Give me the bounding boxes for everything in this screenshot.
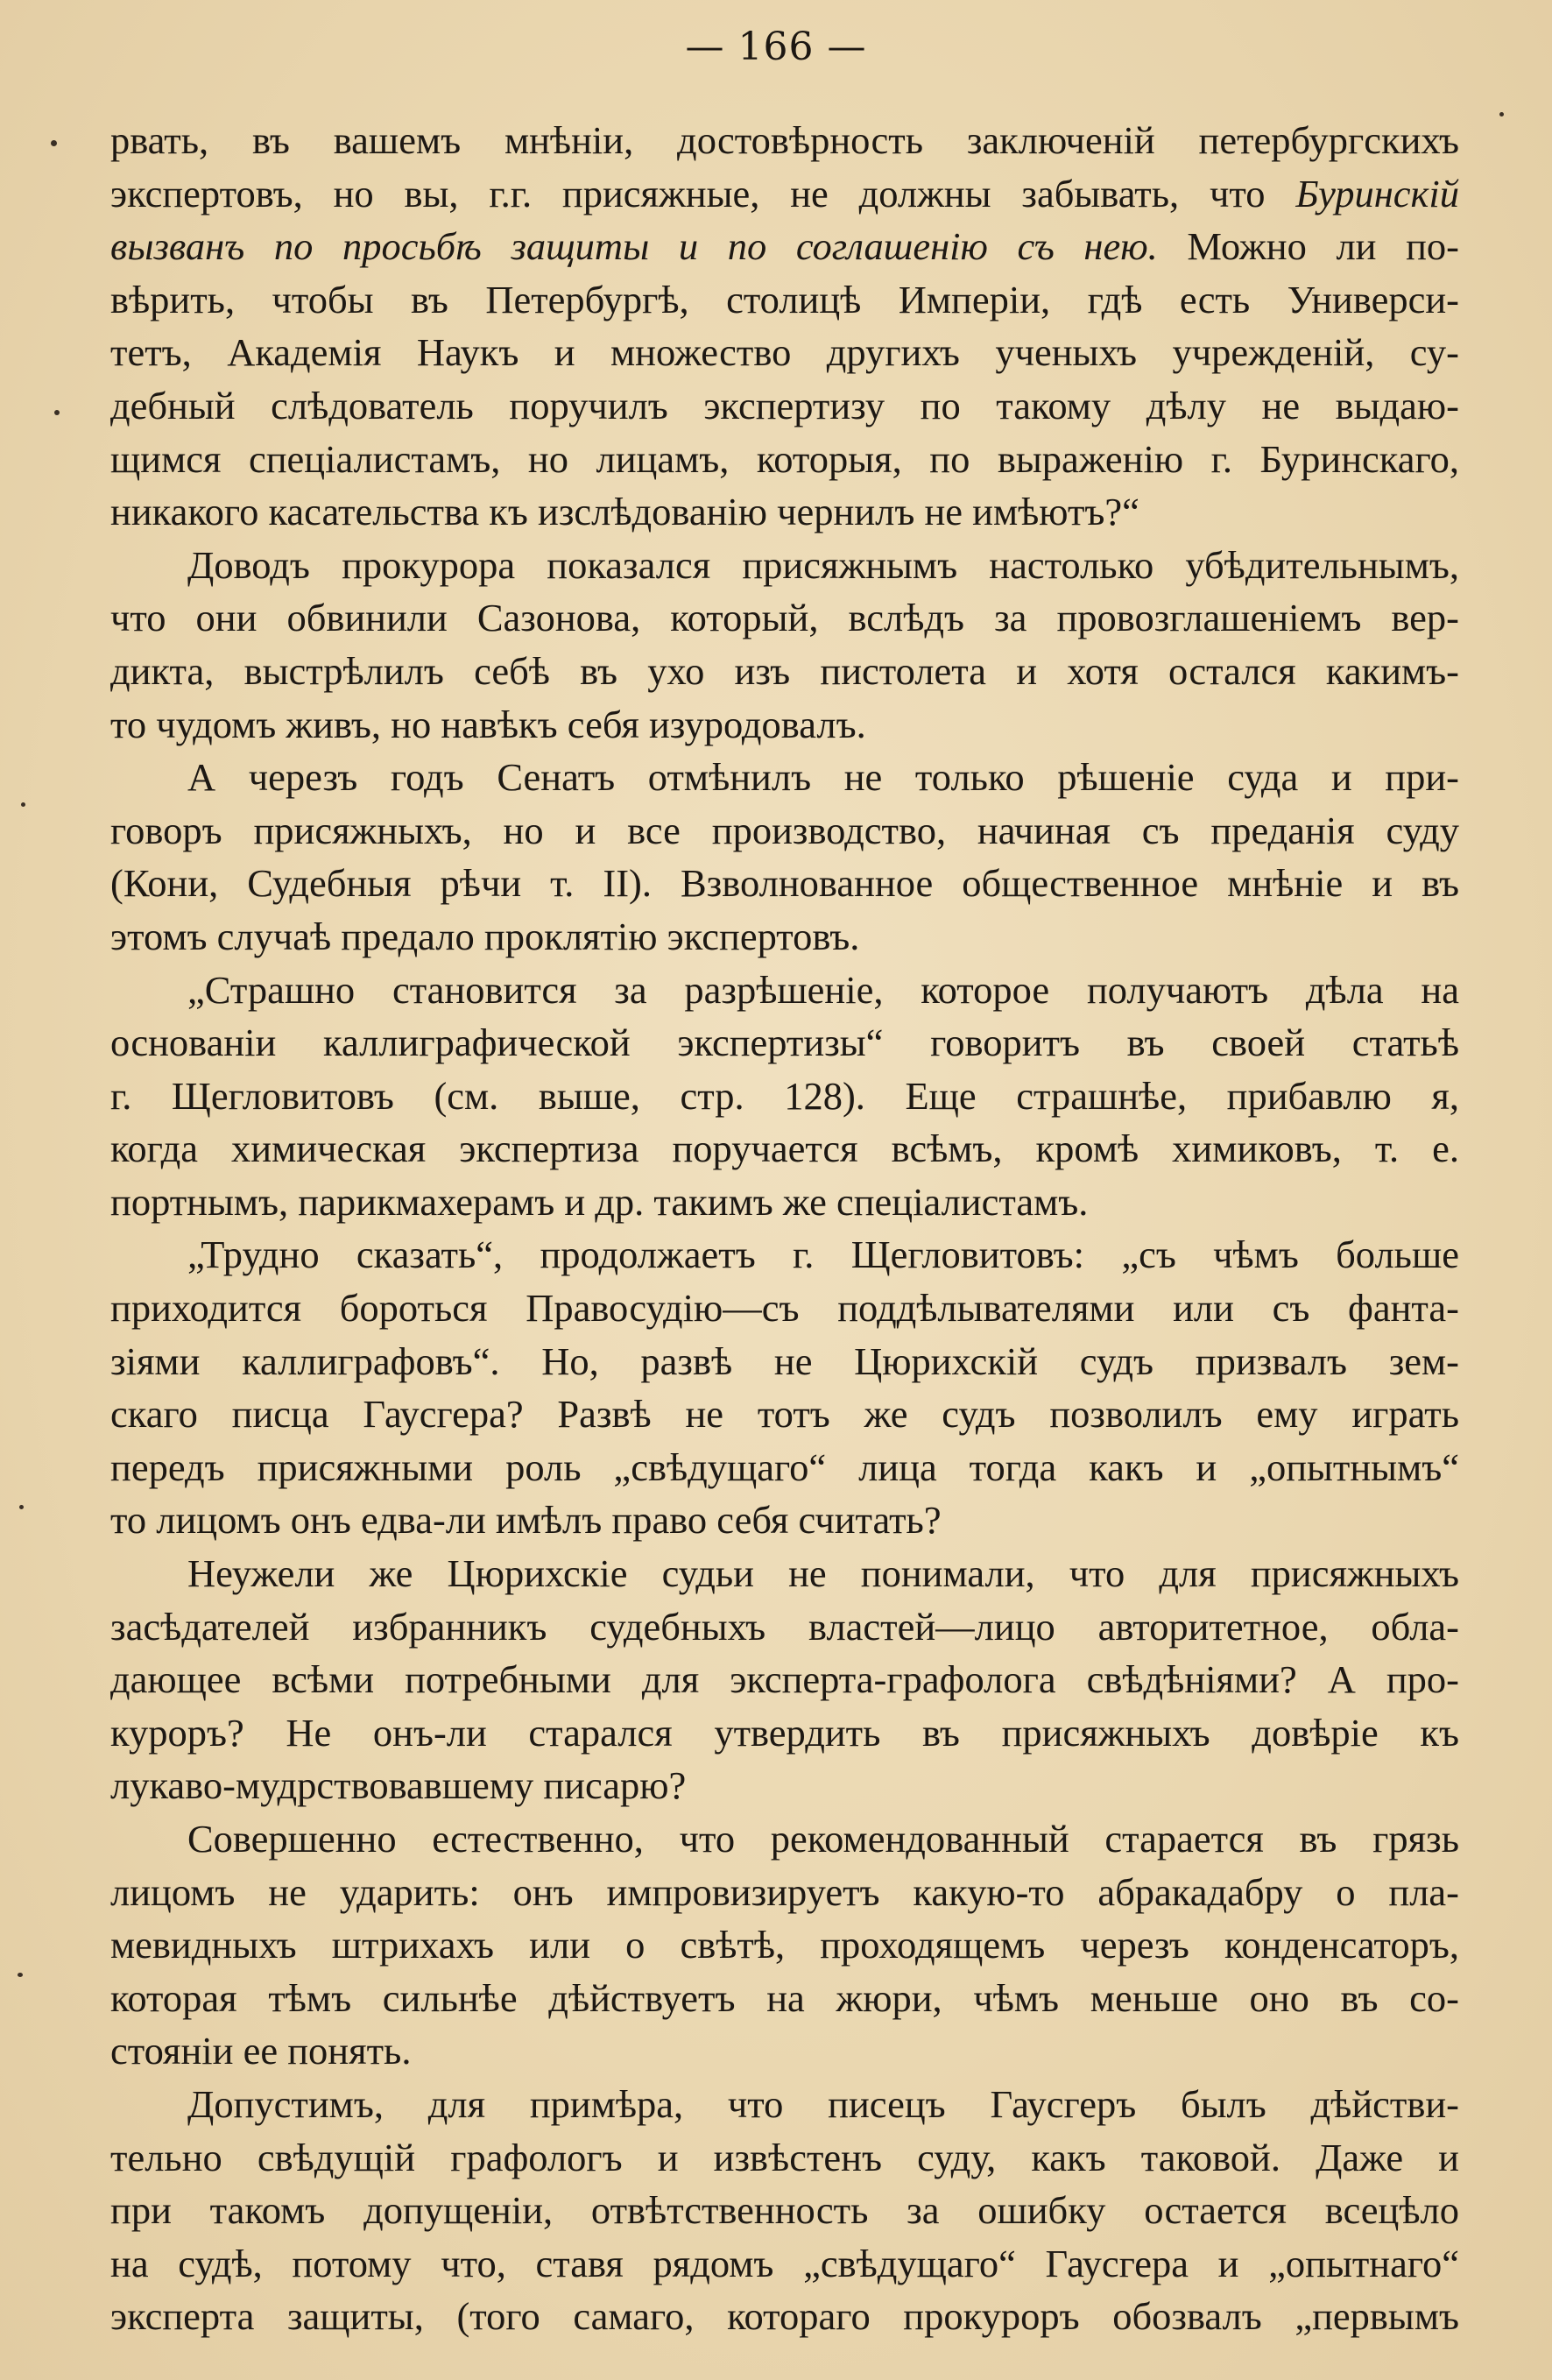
text-line bbox=[110, 2024, 1459, 2078]
text-line bbox=[110, 1866, 1459, 1919]
line-text: то чудомъ живъ, но навѣкъ себя изуродовалъ. bbox=[110, 702, 866, 746]
line-text: дающее всѣми потребными для эксперта-графолога свѣдѣніями? А про- bbox=[110, 1657, 1459, 1702]
line-text: вѣрить, чтобы въ Петербургѣ, столицѣ Имперіи, гдѣ есть Универси- bbox=[110, 277, 1459, 321]
text-line bbox=[110, 539, 1459, 592]
text-line bbox=[110, 1016, 1459, 1070]
line-text: Неужели же Цюрихскіе судьи не понимали, что для присяжныхъ bbox=[187, 1551, 1459, 1596]
line-text: скаго писца Гаусгера? Развѣ не тотъ же судъ позволилъ ему играть bbox=[110, 1392, 1459, 1437]
line-text: передъ присяжными роль „свѣдущаго“ лица тогда какъ и „опытнымъ“ bbox=[110, 1444, 1459, 1489]
text-line bbox=[110, 167, 1459, 221]
print-speck bbox=[21, 802, 25, 807]
text-line bbox=[110, 804, 1459, 858]
line-text: дикта, выстрѣлилъ себѣ въ ухо изъ пистолета и хотя остался какимъ- bbox=[110, 648, 1459, 693]
text-line bbox=[110, 2131, 1459, 2185]
print-speck bbox=[54, 410, 60, 415]
line-text: портнымъ, парикмахерамъ и др. такимъ же спеціалистамъ. bbox=[110, 1179, 1089, 1224]
line-text: дебный слѣдователь поручилъ экспертизу по такому дѣлу не выдаю- bbox=[110, 383, 1459, 427]
text-line bbox=[110, 1547, 1459, 1600]
line-text: Можно ли по- bbox=[1187, 224, 1459, 269]
text-line bbox=[110, 1494, 1459, 1547]
line-text: тетъ, Академія Наукъ и множество другихъ ученыхъ учрежденій, су- bbox=[110, 330, 1459, 375]
text-line bbox=[110, 1335, 1459, 1388]
text-line bbox=[110, 910, 1459, 964]
line-text: г. Щегловитовъ (см. выше, стр. 128). Еще страшнѣе, прибавлю я, bbox=[110, 1073, 1459, 1118]
print-speck bbox=[19, 1505, 24, 1509]
line-text: которая тѣмъ сильнѣе дѣйствуетъ на жюри, чѣмъ меньше оно въ со- bbox=[110, 1975, 1459, 2020]
line-text: „Трудно сказать“, продолжаетъ г. Щегловитовъ: „съ чѣмъ больше bbox=[187, 1232, 1459, 1277]
text-line bbox=[110, 698, 1459, 752]
text-line bbox=[110, 1812, 1459, 1866]
text-line bbox=[110, 1228, 1459, 1282]
line-text: лицомъ не ударить: онъ импровизируетъ какую-то абракадабру о пла- bbox=[110, 1869, 1459, 1914]
text-line bbox=[110, 591, 1459, 645]
text-line bbox=[110, 1388, 1459, 1441]
text-line bbox=[110, 379, 1459, 433]
text-line bbox=[110, 1441, 1459, 1494]
text-line bbox=[110, 751, 1459, 804]
text-line bbox=[110, 220, 1459, 273]
line-text: экспертовъ, но вы, г.г. присяжные, не должны забывать, что bbox=[110, 171, 1266, 215]
body-text bbox=[110, 114, 1459, 2343]
line-text: эксперта защиты, (того самаго, котораго прокуроръ обозвалъ „первымъ bbox=[110, 2294, 1459, 2339]
print-speck bbox=[1499, 112, 1504, 117]
text-line bbox=[110, 1759, 1459, 1812]
line-text: то лицомъ онъ едва-ли имѣлъ право себя считать? bbox=[110, 1498, 942, 1543]
text-line bbox=[110, 2184, 1459, 2237]
line-text: этомъ случаѣ предало проклятію экспертовъ. bbox=[110, 914, 860, 958]
print-speck bbox=[18, 1973, 23, 1977]
text-line bbox=[110, 1282, 1459, 1335]
text-line bbox=[110, 433, 1459, 486]
line-text: тельно свѣдущій графологъ и извѣстенъ суду, какъ таковой. Даже и bbox=[110, 2135, 1459, 2179]
line-text: основаніи каллиграфической экспертизы“ говоритъ въ своей статьѣ bbox=[110, 1021, 1459, 1065]
text-line bbox=[110, 2290, 1459, 2343]
line-text: что они обвинили Сазонова, который, вслѣдъ за провозглашеніемъ вер- bbox=[110, 596, 1459, 640]
line-text: рвать, въ вашемъ мнѣніи, достовѣрность заключеній петербургскихъ bbox=[110, 118, 1459, 162]
line-text: А черезъ годъ Сенатъ отмѣнилъ не только рѣшеніе суда и при- bbox=[187, 755, 1459, 800]
text-line bbox=[110, 645, 1459, 698]
line-text: лукаво-мудрствовавшему писарю? bbox=[110, 1763, 687, 1808]
text-line bbox=[110, 2078, 1459, 2131]
text-line bbox=[110, 1918, 1459, 1972]
text-line bbox=[110, 1176, 1459, 1229]
text-line bbox=[110, 114, 1459, 167]
italic-text: вызванъ по просьбѣ защиты и по соглашенію съ нею. bbox=[110, 224, 1158, 269]
text-line bbox=[110, 1706, 1459, 1760]
line-text: никакого касательства къ изслѣдованію чернилъ не имѣютъ?“ bbox=[110, 490, 1139, 534]
line-text: Допустимъ, для примѣра, что писецъ Гаусгеръ былъ дѣйстви- bbox=[187, 2081, 1459, 2126]
line-text: приходится бороться Правосудію—съ поддѣлывателями или съ фанта- bbox=[110, 1286, 1459, 1331]
line-text: мевидныхъ штрихахъ или о свѣтѣ, проходящемъ черезъ конденсаторъ, bbox=[110, 1923, 1459, 1967]
text-line bbox=[110, 1972, 1459, 2025]
line-text: на судѣ, потому что, ставя рядомъ „свѣдущаго“ Гаусгера и „опытнаго“ bbox=[110, 2241, 1459, 2285]
line-text: Совершенно естественно, что рекомендованный старается въ грязь bbox=[187, 1817, 1459, 1861]
text-line bbox=[110, 964, 1459, 1017]
text-line bbox=[110, 1653, 1459, 1706]
text-line bbox=[110, 485, 1459, 539]
line-text: зіями каллиграфовъ“. Но, развѣ не Цюрихскій судъ призвалъ зем- bbox=[110, 1338, 1459, 1383]
line-text: „Страшно становится за разрѣшеніе, которое получаютъ дѣла на bbox=[187, 967, 1459, 1012]
page-number: — 166 — bbox=[685, 25, 867, 69]
line-text: стояніи ее понять. bbox=[110, 2029, 412, 2073]
line-text: куроръ? Не онъ-ли старался утвердить въ присяжныхъ довѣріе къ bbox=[110, 1710, 1459, 1755]
text-line bbox=[110, 857, 1459, 910]
text-line bbox=[110, 326, 1459, 379]
line-text: Доводъ прокурора показался присяжнымъ настолько убѣдительнымъ, bbox=[187, 542, 1459, 587]
line-text: при такомъ допущеніи, отвѣтственность за ошибку остается всецѣло bbox=[110, 2188, 1459, 2233]
text-line bbox=[110, 273, 1459, 327]
print-speck bbox=[51, 140, 57, 146]
line-text: щимся спеціалистамъ, но лицамъ, которыя, по выраженію г. Буринскаго, bbox=[110, 436, 1459, 481]
line-text: (Кони, Судебныя рѣчи т. II). Взволнованное общественное мнѣніе и въ bbox=[110, 861, 1459, 906]
text-line bbox=[110, 1600, 1459, 1654]
text-line bbox=[110, 1070, 1459, 1123]
text-line bbox=[110, 2237, 1459, 2291]
line-text: говоръ присяжныхъ, но и все производство, начиная съ преданія суду bbox=[110, 808, 1459, 852]
line-text: когда химическая экспертиза поручается всѣмъ, кромѣ химиковъ, т. е. bbox=[110, 1126, 1459, 1171]
line-text: засѣдателей избранникъ судебныхъ властей—лицо авторитетное, обла- bbox=[110, 1604, 1459, 1649]
italic-text: Буринскій bbox=[1295, 171, 1459, 215]
text-line bbox=[110, 1122, 1459, 1176]
